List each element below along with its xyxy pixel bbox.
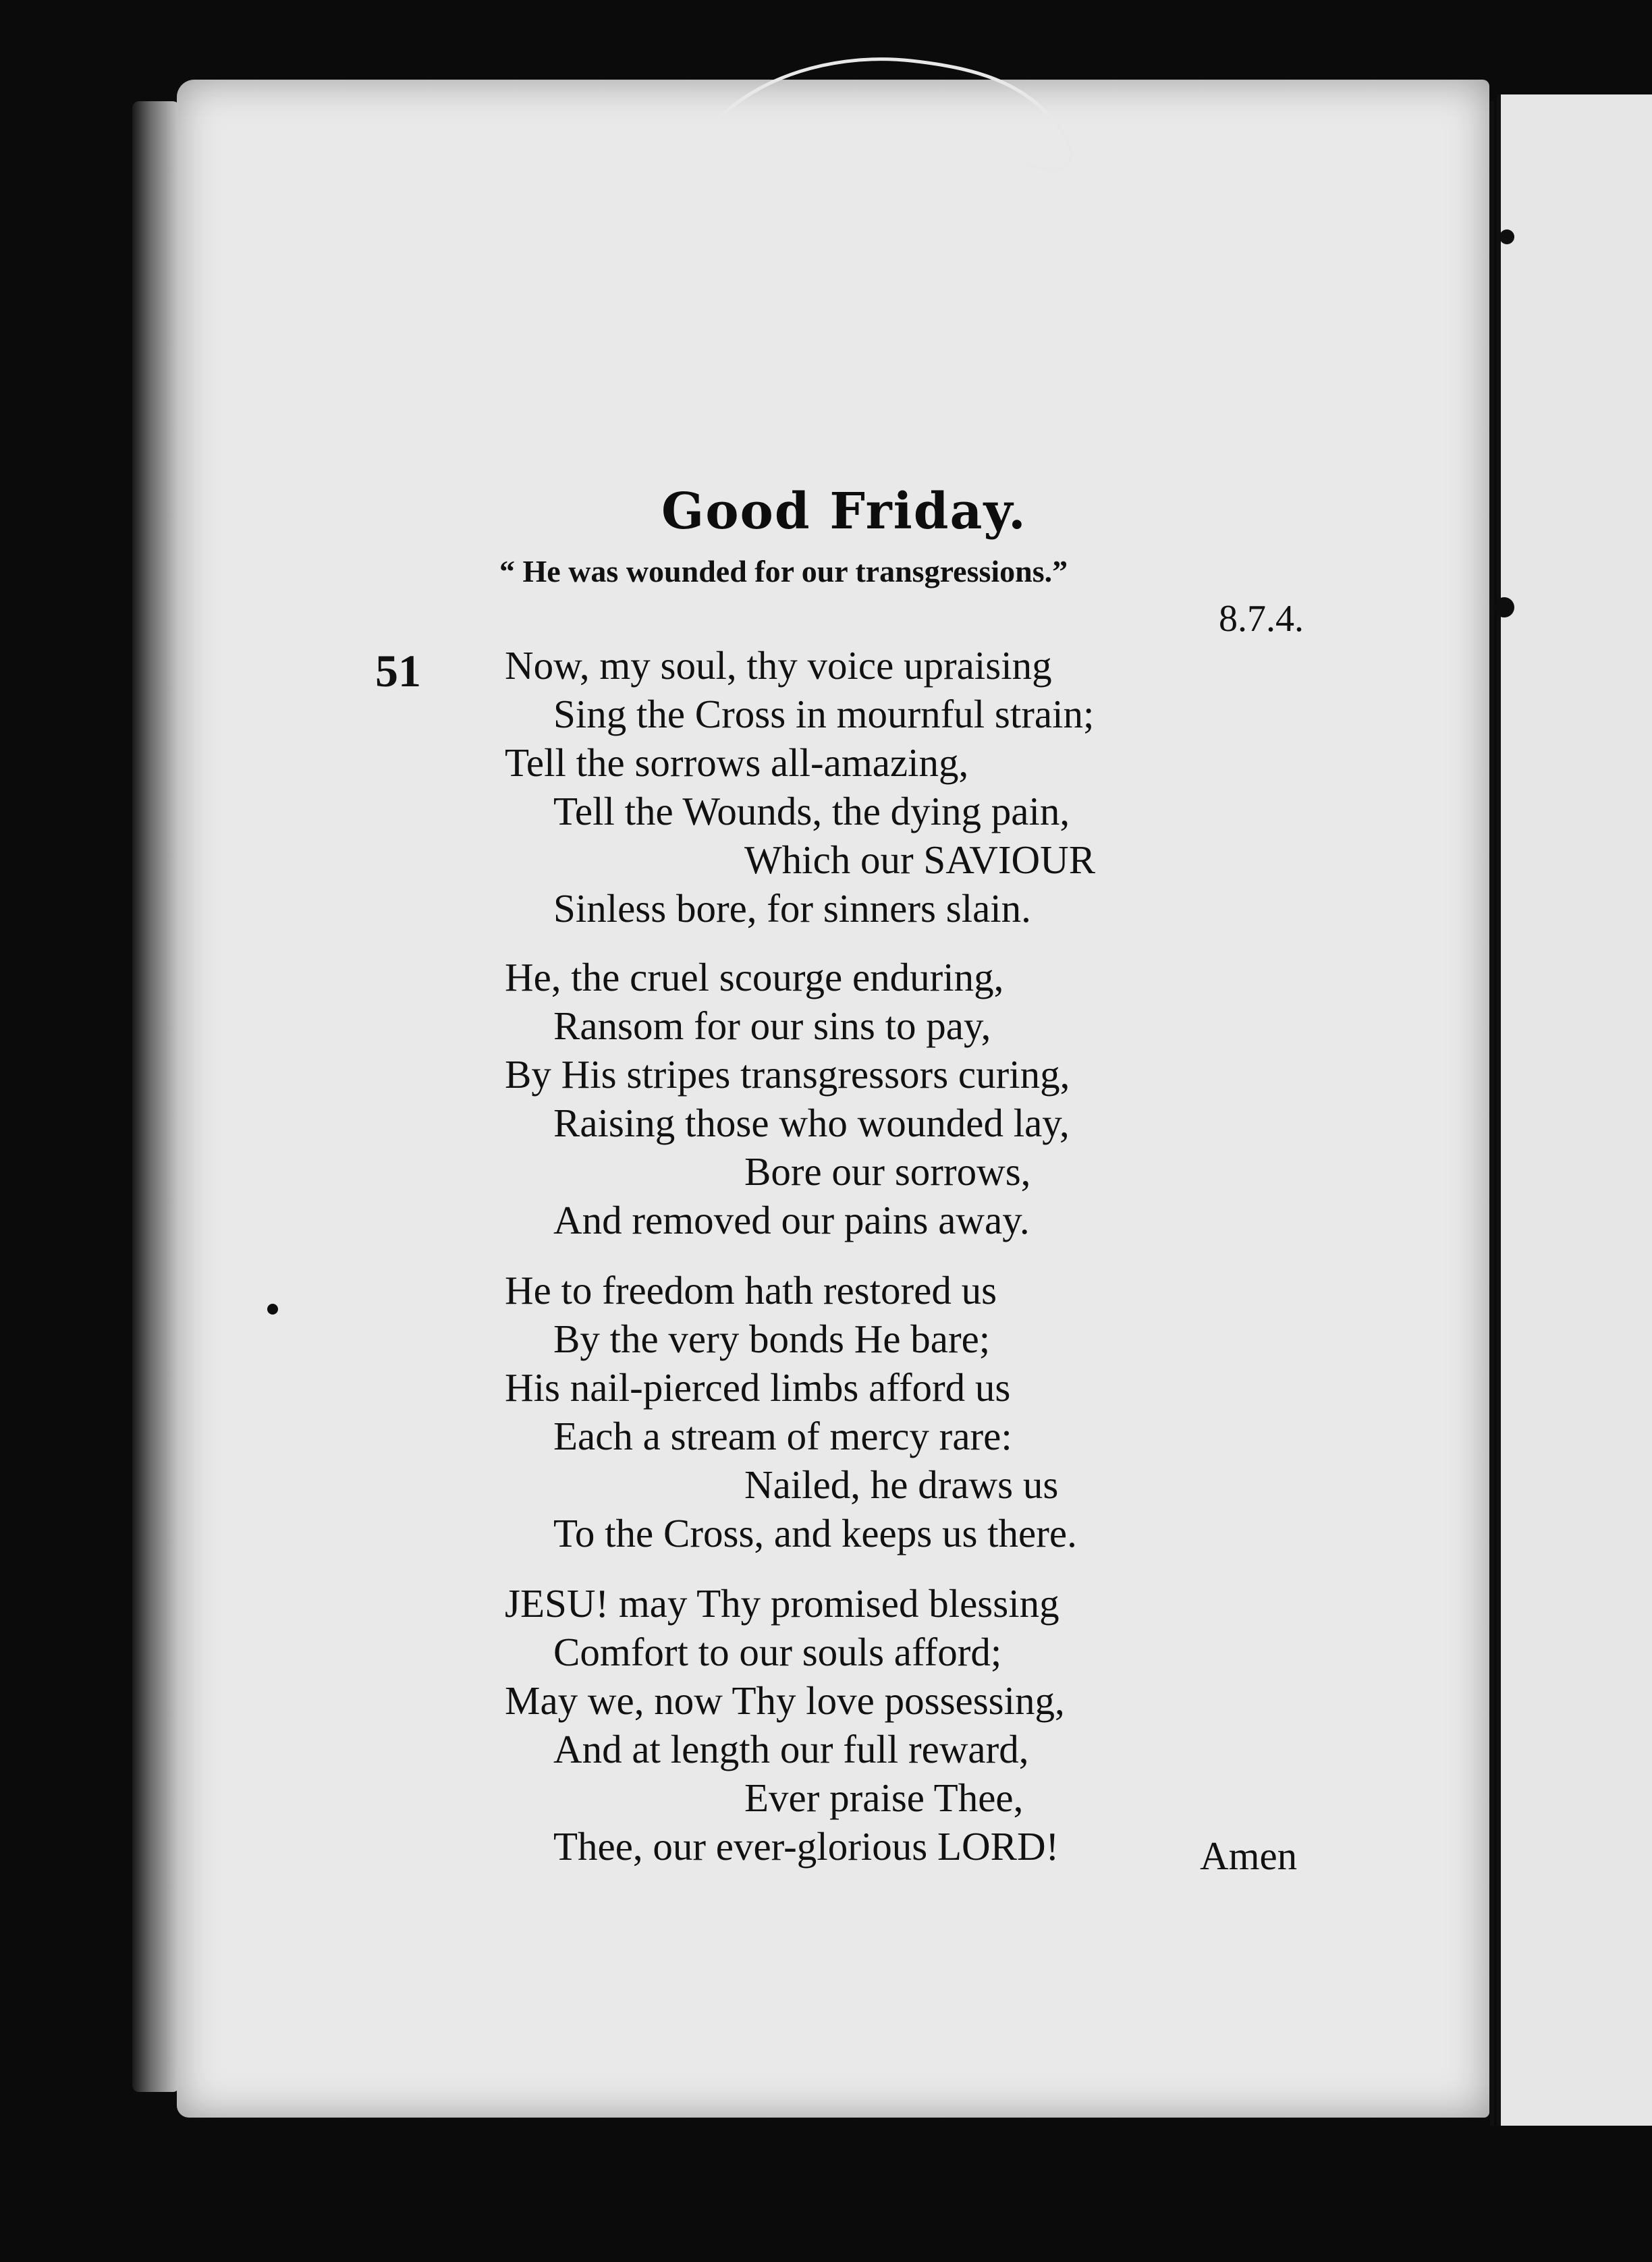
binding-hole: [1499, 229, 1514, 244]
verse-line: He, the cruel scourge enduring,: [505, 955, 1004, 999]
verse-4: [505, 1579, 1382, 1871]
verse-line: Each a stream of mercy rare:: [553, 1414, 1012, 1458]
verse-line: Ever praise Thee,: [744, 1775, 1024, 1820]
binding-hole: [1494, 597, 1514, 617]
verse-line: By His stripes transgressors curing,: [505, 1052, 1070, 1097]
verse-line: He to freedom hath restored us: [505, 1268, 997, 1313]
verse-line: Sinless bore, for sinners slain.: [553, 886, 1031, 931]
verse-line: Bore our sorrows,: [744, 1149, 1031, 1194]
verse-line: His nail-pierced limbs afford us: [505, 1365, 1011, 1410]
ink-spot: [267, 1304, 278, 1315]
verse-line: Nailed, he draws us: [744, 1462, 1059, 1507]
verse-line: Ransom for our sins to pay,: [553, 1003, 991, 1048]
verse-line: JESU! may Thy promised blessing: [505, 1581, 1059, 1626]
verse-line: Thee, our ever-glorious LORD!: [553, 1824, 1059, 1869]
page-title: Good Friday.: [661, 482, 1027, 541]
verse-1: [505, 641, 1382, 933]
verse-line: Tell the Wounds, the dying pain,: [553, 789, 1070, 833]
verse-line: Sing the Cross in mournful strain;: [553, 692, 1095, 736]
verse-line: May we, now Thy love possessing,: [505, 1678, 1065, 1723]
verse-line: To the Cross, and keeps us there.: [553, 1511, 1077, 1555]
facing-page-edge: [1497, 94, 1652, 2126]
loose-thread: [709, 40, 1086, 182]
verse-line: And at length our full reward,: [553, 1727, 1029, 1771]
verse-line: Now, my soul, thy voice upraising: [505, 643, 1052, 688]
epigraph: “ He was wounded for our transgressions.”: [499, 554, 1068, 588]
verse-line: And removed our pains away.: [553, 1198, 1030, 1242]
verse-line: Raising those who wounded lay,: [553, 1101, 1070, 1145]
book-gutter: [1490, 101, 1494, 2126]
verse-line: By the very bonds He bare;: [553, 1317, 991, 1361]
verse-line: Which our SAVIOUR: [744, 837, 1096, 882]
verse-line: Tell the sorrows all-amazing,: [505, 740, 969, 785]
verse-2: [505, 953, 1382, 1244]
verse-3: [505, 1266, 1382, 1557]
amen: Amen: [1200, 1833, 1298, 1878]
page-edge-left: [132, 101, 180, 2092]
meter: 8.7.4.: [1219, 598, 1304, 640]
verse-line: Comfort to our souls afford;: [553, 1630, 1002, 1674]
hymn-number: 51: [375, 645, 421, 696]
